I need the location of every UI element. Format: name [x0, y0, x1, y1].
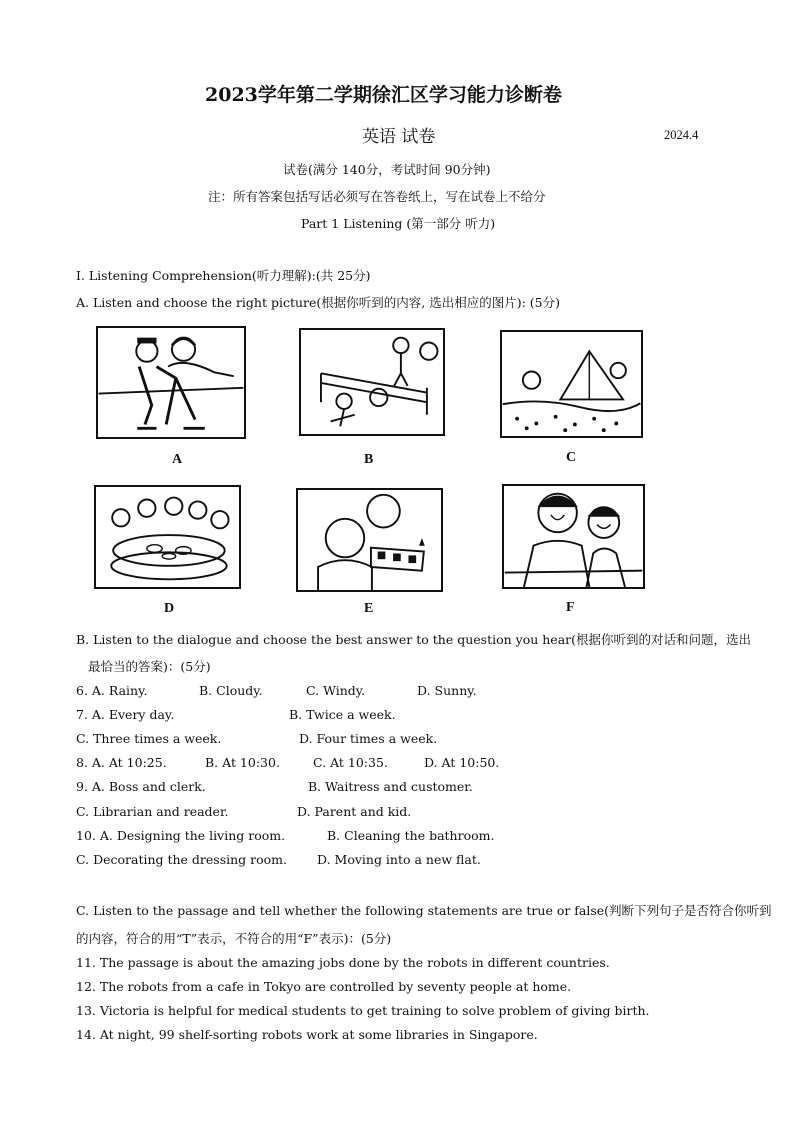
- family-dinner-icon: [96, 487, 239, 587]
- q8-option-a: 8. A. At 10:25.: [76, 755, 167, 770]
- camping-picture: [500, 330, 643, 438]
- statement-12: 12. The robots from a cafe in Tokyo are controlled by seventy people at home.: [76, 979, 572, 994]
- q6-option-d: D. Sunny.: [417, 683, 477, 698]
- ice-skating-picture: [96, 326, 246, 439]
- part-b-heading-line1: B. Listen to the dialogue and choose the best answer to the question you hear(根据你听到的对话和问题，选出: [76, 632, 752, 647]
- part-c-heading-line1: C. Listen to the passage and tell whether the following statements are true or false(判断下列句子是否符合你听到: [76, 903, 772, 918]
- picture-letter-b: B: [364, 452, 374, 467]
- q8-option-c: C. At 10:35.: [313, 755, 388, 770]
- q7-option-c: C. Three times a week.: [76, 731, 222, 746]
- statement-13: 13. Victoria is helpful for medical students to get training to solve problem of giving birth.: [76, 1003, 650, 1018]
- statement-11: 11. The passage is about the amazing jobs done by the robots in different countries.: [76, 955, 610, 970]
- q7-option-d: D. Four times a week.: [299, 731, 438, 746]
- camping-icon: [502, 332, 641, 436]
- girls-cooking-icon: [504, 486, 643, 587]
- badminton-picture: [299, 328, 445, 436]
- q10-option-b: B. Cleaning the bathroom.: [327, 828, 495, 843]
- exam-notice: 注：所有答案包括写话必须写在答卷纸上，写在试卷上不给分: [208, 189, 546, 204]
- exam-title: 2023学年第二学期徐汇区学习能力诊断卷: [205, 84, 562, 106]
- part-c-heading-line2: 的内容，符合的用“T”表示，不符合的用“F”表示)：(5分): [76, 931, 392, 946]
- q9-option-d: D. Parent and kid.: [297, 804, 412, 819]
- q6-option-a: 6. A. Rainy.: [76, 683, 148, 698]
- q8-option-d: D. At 10:50.: [424, 755, 500, 770]
- exam-info: 试卷(满分 140分，考试时间 90分钟): [283, 162, 491, 177]
- chess-picture: [296, 488, 443, 592]
- q10-option-c: C. Decorating the dressing room.: [76, 852, 288, 867]
- picture-letter-f: F: [566, 600, 575, 615]
- picture-letter-d: D: [164, 601, 175, 616]
- ice-skating-icon: [98, 328, 244, 437]
- part-heading: Part 1 Listening (第一部分 听力): [301, 216, 496, 231]
- q10-option-d: D. Moving into a new flat.: [317, 852, 481, 867]
- badminton-icon: [301, 330, 443, 434]
- q6-option-b: B. Cloudy.: [199, 683, 263, 698]
- picture-letter-a: A: [172, 452, 183, 467]
- q9-option-a: 9. A. Boss and clerk.: [76, 779, 206, 794]
- q7-option-a: 7. A. Every day.: [76, 707, 175, 722]
- statement-14: 14. At night, 99 shelf-sorting robots work at some libraries in Singapore.: [76, 1027, 538, 1042]
- q10-option-a: 10. A. Designing the living room.: [76, 828, 286, 843]
- q9-option-b: B. Waitress and customer.: [308, 779, 473, 794]
- q6-option-c: C. Windy.: [306, 683, 366, 698]
- part-a-heading: A. Listen and choose the right picture(根据你听到的内容, 选出相应的图片): (5分): [76, 295, 561, 310]
- part-b-heading-line2: 最恰当的答案)：(5分): [88, 659, 211, 674]
- q9-option-c: C. Librarian and reader.: [76, 804, 229, 819]
- family-dinner-picture: [94, 485, 241, 589]
- subject-title: 英语 试卷: [362, 127, 436, 147]
- exam-date: 2024.4: [664, 128, 699, 142]
- q7-option-b: B. Twice a week.: [289, 707, 396, 722]
- section-heading: I. Listening Comprehension(听力理解):(共 25分): [76, 268, 371, 283]
- q8-option-b: B. At 10:30.: [205, 755, 280, 770]
- girls-cooking-picture: [502, 484, 645, 589]
- chess-icon: [298, 490, 441, 590]
- picture-letter-e: E: [364, 601, 374, 616]
- picture-letter-c: C: [566, 450, 577, 465]
